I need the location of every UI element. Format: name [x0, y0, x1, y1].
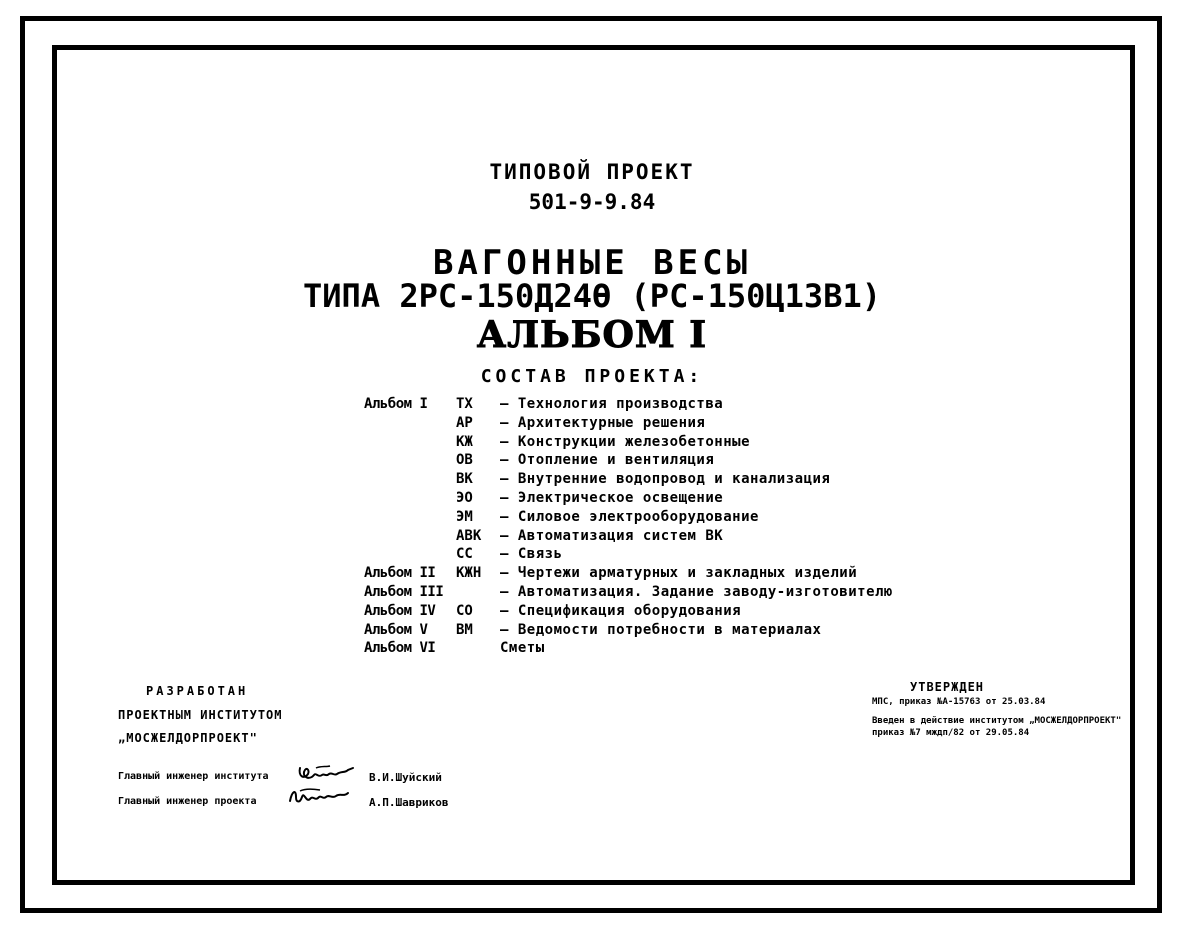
- composition-row: [364, 452, 1124, 471]
- row-album: Альбом V: [364, 621, 428, 638]
- row-description: – Автоматизация систем ВК: [500, 527, 724, 544]
- row-description: – Технология производства: [500, 396, 724, 412]
- project-type-label: ТИПОВОЙ ПРОЕКТ: [489, 160, 695, 184]
- album-title: АЛЬБОМ I: [476, 314, 708, 356]
- approval-line-1: МПС, приказ №А-15763 от 25.03.84: [872, 697, 1046, 707]
- composition-row: [364, 509, 1124, 528]
- row-description: – Внутренние водопровод и канализация: [500, 471, 831, 488]
- composition-row: [364, 434, 1124, 453]
- row-code: АВК: [456, 527, 482, 544]
- signature-name-2: А.П.Шавриков: [369, 796, 449, 809]
- composition-row: [364, 640, 1124, 659]
- composition-row: [364, 584, 1124, 603]
- signature-role-2: Главный инженер проекта: [118, 796, 257, 807]
- row-album: Альбом III: [364, 584, 444, 600]
- row-description: – Архитектурные решения: [500, 414, 706, 431]
- composition-row: [364, 546, 1124, 565]
- signature-name-1: В.И.Шуйский: [369, 771, 442, 784]
- project-number: 501-9-9.84: [528, 190, 656, 214]
- composition-row: [364, 528, 1124, 547]
- row-code: СС: [456, 546, 473, 563]
- row-description: – Электрическое освещение: [500, 490, 724, 506]
- approval-line-2: Введен в действие институтом „МОСЖЕЛДОРПРОЕКТ": [872, 716, 1122, 726]
- composition-row: [364, 622, 1124, 641]
- title-line-1: ВАГОННЫЕ ВЕСЫ: [432, 243, 752, 283]
- composition-row: [364, 415, 1124, 434]
- row-description: Сметы: [500, 640, 545, 657]
- row-description: – Ведомости потребности в материалах: [500, 621, 822, 638]
- row-code: ЭО: [456, 490, 473, 506]
- row-description: – Конструкции железобетонные: [500, 433, 751, 450]
- row-description: – Отопление и вентиляция: [500, 452, 715, 469]
- row-code: СО: [456, 602, 473, 619]
- row-code: КЖН: [456, 565, 482, 582]
- row-code: АР: [456, 414, 473, 431]
- composition-row: [364, 471, 1124, 490]
- row-description: – Спецификация оборудования: [500, 602, 742, 619]
- row-description: – Силовое электрооборудование: [500, 508, 759, 525]
- title-line-2: ТИПА 2РС-150Д24Ѳ (РС-150Ц13В1): [303, 277, 881, 315]
- row-code: ОВ: [456, 452, 473, 469]
- composition-heading: СОСТАВ ПРОЕКТА:: [480, 366, 704, 387]
- row-code: ТХ: [456, 396, 473, 412]
- composition-row: [364, 490, 1124, 509]
- row-code: ЭМ: [456, 508, 473, 525]
- row-code: КЖ: [456, 433, 473, 450]
- row-description: – Автоматизация. Задание заводу-изготовителю: [500, 584, 893, 600]
- signature-role-1: Главный инженер института: [118, 771, 269, 782]
- row-code: ВК: [456, 471, 473, 488]
- row-description: – Чертежи арматурных и закладных изделий: [500, 565, 858, 582]
- developer-title: РАЗРАБОТАН: [146, 684, 249, 698]
- row-description: – Связь: [500, 546, 563, 563]
- approval-title: УТВЕРЖДЕН: [910, 680, 985, 694]
- composition-row: [364, 396, 1124, 415]
- row-album: Альбом II: [364, 565, 436, 582]
- row-album: Альбом IV: [364, 602, 436, 619]
- row-code: ВМ: [456, 621, 473, 638]
- row-album: Альбом VI: [364, 640, 436, 657]
- composition-row: [364, 603, 1124, 622]
- row-album: Альбом I: [364, 396, 428, 412]
- composition-row: [364, 565, 1124, 584]
- signature-1: [296, 762, 358, 786]
- signature-2: [286, 785, 352, 809]
- developer-line-2: „МОСЖЕЛДОРПРОЕКТ": [118, 731, 258, 745]
- approval-line-3: приказ №7 мждп/82 от 29.05.84: [872, 728, 1030, 738]
- developer-line-1: ПРОЕКТНЫМ ИНСТИТУТОМ: [118, 708, 283, 722]
